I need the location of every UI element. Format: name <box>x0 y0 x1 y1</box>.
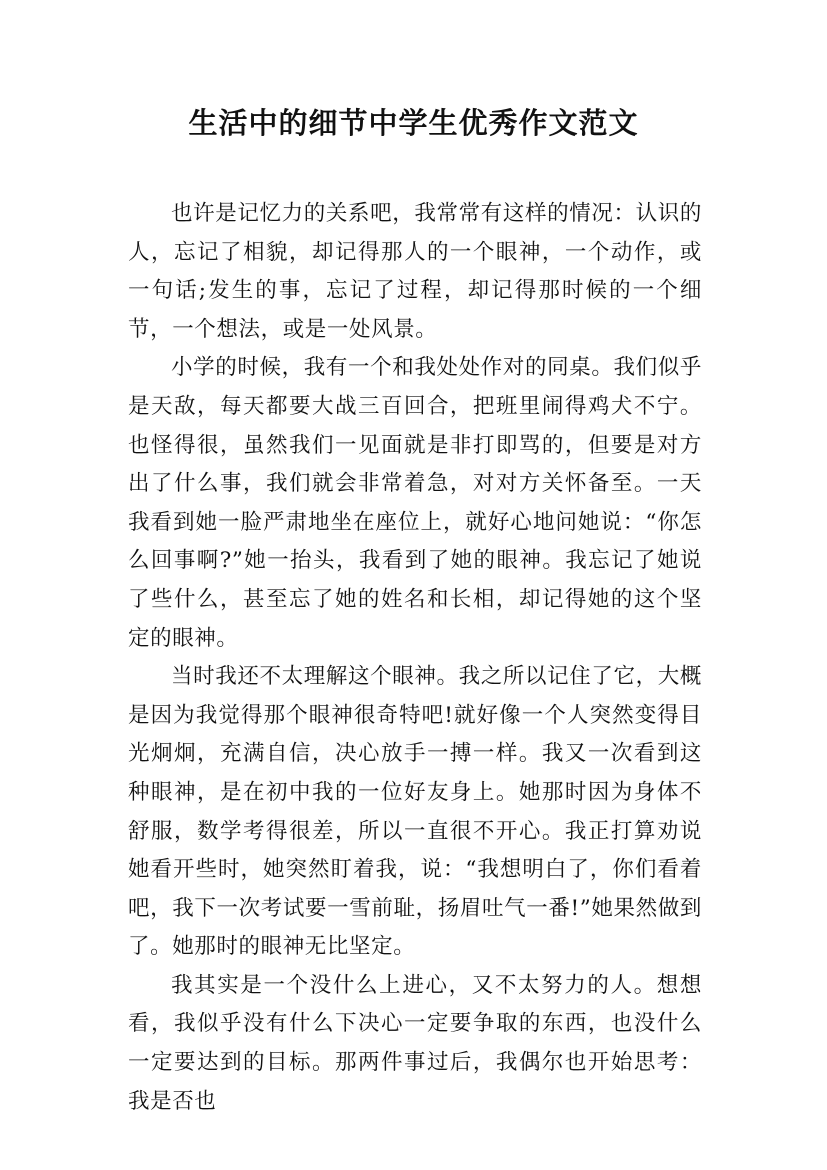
document-title: 生活中的细节中学生优秀作文范文 <box>188 106 639 140</box>
document-body <box>128 195 702 1121</box>
paragraph: 也许是记忆力的关系吧，我常常有这样的情况：认识的人，忘记了相貌，却记得那人的一个眼神，一个动作，或一句话;发生的事，忘记了过程，却记得那时候的一个细节，一个想法，或是一处风景。 <box>128 201 702 342</box>
paragraph: 当时我还不太理解这个眼神。我之所以记住了它，大概是因为我觉得那个眼神很奇特吧!就好像一个人突然变得目光炯炯，充满自信，决心放手一搏一样。我又一次看到这种眼神，是在初中我的一位好友身上。她那时因为身体不舒服，数学考得很差，所以一直很不开心。我正打算劝说她看开些时，她突然盯着我，说：“我想明白了，你们看着吧，我下一次考试要一雪前耻，扬眉吐气一番!”她果然做到了。她那时的眼神无比坚定。 <box>128 664 702 960</box>
paragraph: 小学的时候，我有一个和我处处作对的同桌。我们似乎是天敌，每天都要大战三百回合，把班里闹得鸡犬不宁。也怪得很，虽然我们一见面就是非打即骂的，但要是对方出了什么事，我们就会非常着急，对对方关怀备至。一天我看到她一脸严肃地坐在座位上，就好心地问她说：“你怎么回事啊?”她一抬头，我看到了她的眼神。我忘记了她说了些什么，甚至忘了她的姓名和长相，却记得她的这个坚定的眼神。 <box>128 355 702 651</box>
paragraph: 我其实是一个没什么上进心，又不太努力的人。想想看，我似乎没有什么下决心一定要争取的东西，也没什么一定要达到的目标。那两件事过后，我偶尔也开始思考：我是否也 <box>128 972 702 1114</box>
